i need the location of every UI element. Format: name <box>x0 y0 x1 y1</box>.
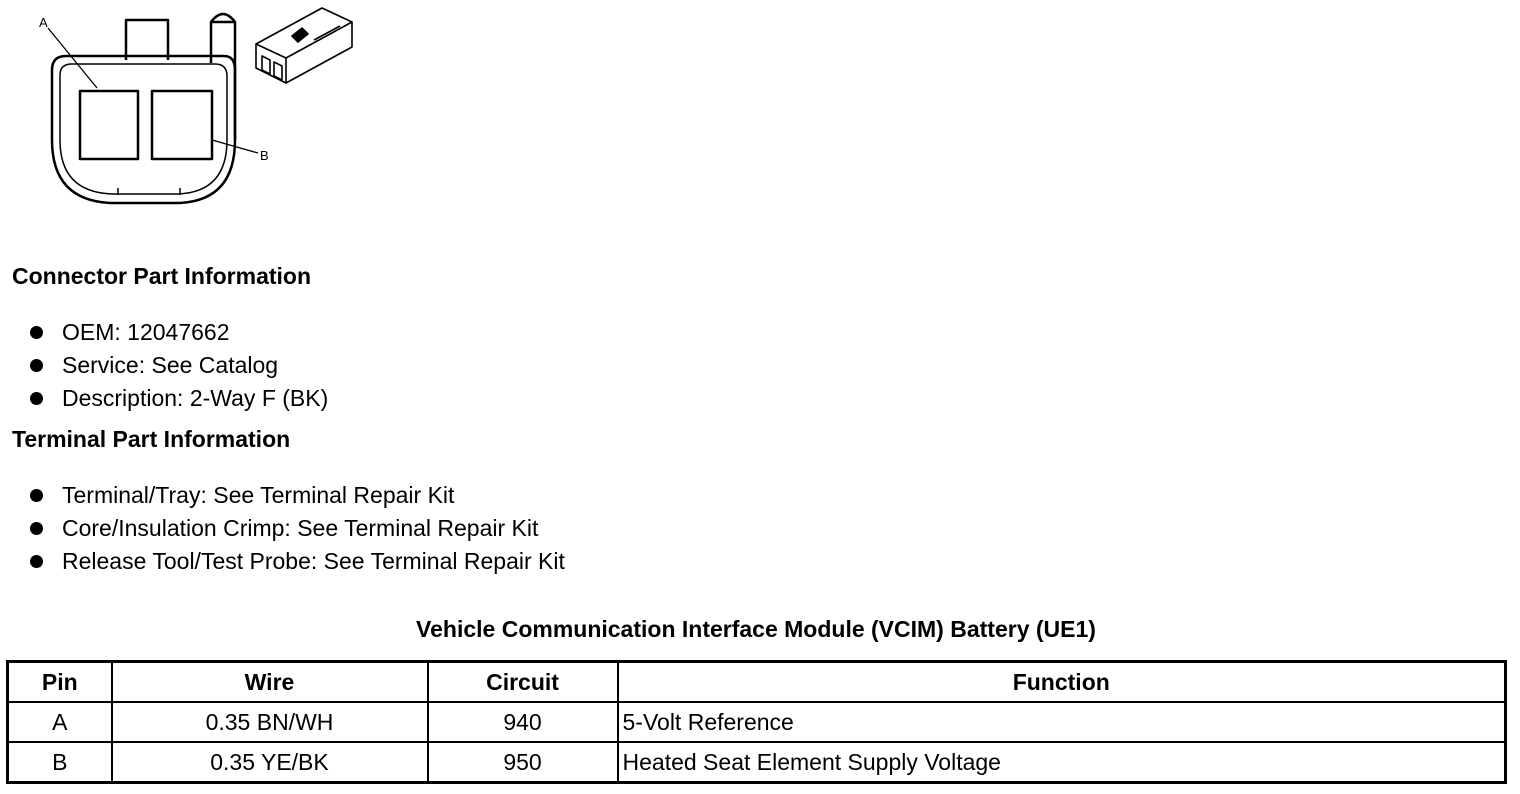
header-function: Function <box>618 662 1506 703</box>
cell-circuit: 950 <box>428 742 618 783</box>
core-insulation-crimp-item: Core/Insulation Crimp: See Terminal Repair Kit <box>28 512 565 545</box>
cavity-a <box>80 91 138 159</box>
connector-oem-item: OEM: 12047662 <box>28 316 328 349</box>
release-tool-item: Release Tool/Test Probe: See Terminal Repair Kit <box>28 545 565 578</box>
cell-wire: 0.35 YE/BK <box>112 742 428 783</box>
pin-label-a: A <box>39 15 48 30</box>
table-row <box>8 742 1506 783</box>
connector-isometric-view <box>256 8 352 83</box>
connector-lock-arm <box>211 14 235 140</box>
cavity-b <box>152 91 212 159</box>
table-row <box>8 702 1506 742</box>
connector-part-info-heading: Connector Part Information <box>12 263 312 289</box>
cell-function: 5-Volt Reference <box>618 702 1506 742</box>
pinout-table-title: Vehicle Communication Interface Module (VCIM) Battery (UE1) <box>416 616 1096 642</box>
cell-pin: A <box>8 702 112 742</box>
terminal-part-info-heading: Terminal Part Information <box>12 426 291 452</box>
header-wire: Wire <box>112 662 428 703</box>
terminal-tray-item: Terminal/Tray: See Terminal Repair Kit <box>28 479 565 512</box>
cell-pin: B <box>8 742 112 783</box>
connector-description-item: Description: 2-Way F (BK) <box>28 382 328 415</box>
header-pin: Pin <box>8 662 112 703</box>
header-circuit: Circuit <box>428 662 618 703</box>
connector-latch-tab <box>126 20 168 60</box>
pin-label-b: B <box>260 148 269 163</box>
connector-service-item: Service: See Catalog <box>28 349 328 382</box>
connector-body-inner <box>60 64 227 194</box>
terminal-part-info-list <box>28 479 565 578</box>
cell-function: Heated Seat Element Supply Voltage <box>618 742 1506 783</box>
connector-diagram <box>0 0 380 220</box>
table-header-row <box>8 662 1506 703</box>
cell-circuit: 940 <box>428 702 618 742</box>
pinout-table <box>6 660 1507 784</box>
cell-wire: 0.35 BN/WH <box>112 702 428 742</box>
connector-part-info-list <box>28 316 328 415</box>
